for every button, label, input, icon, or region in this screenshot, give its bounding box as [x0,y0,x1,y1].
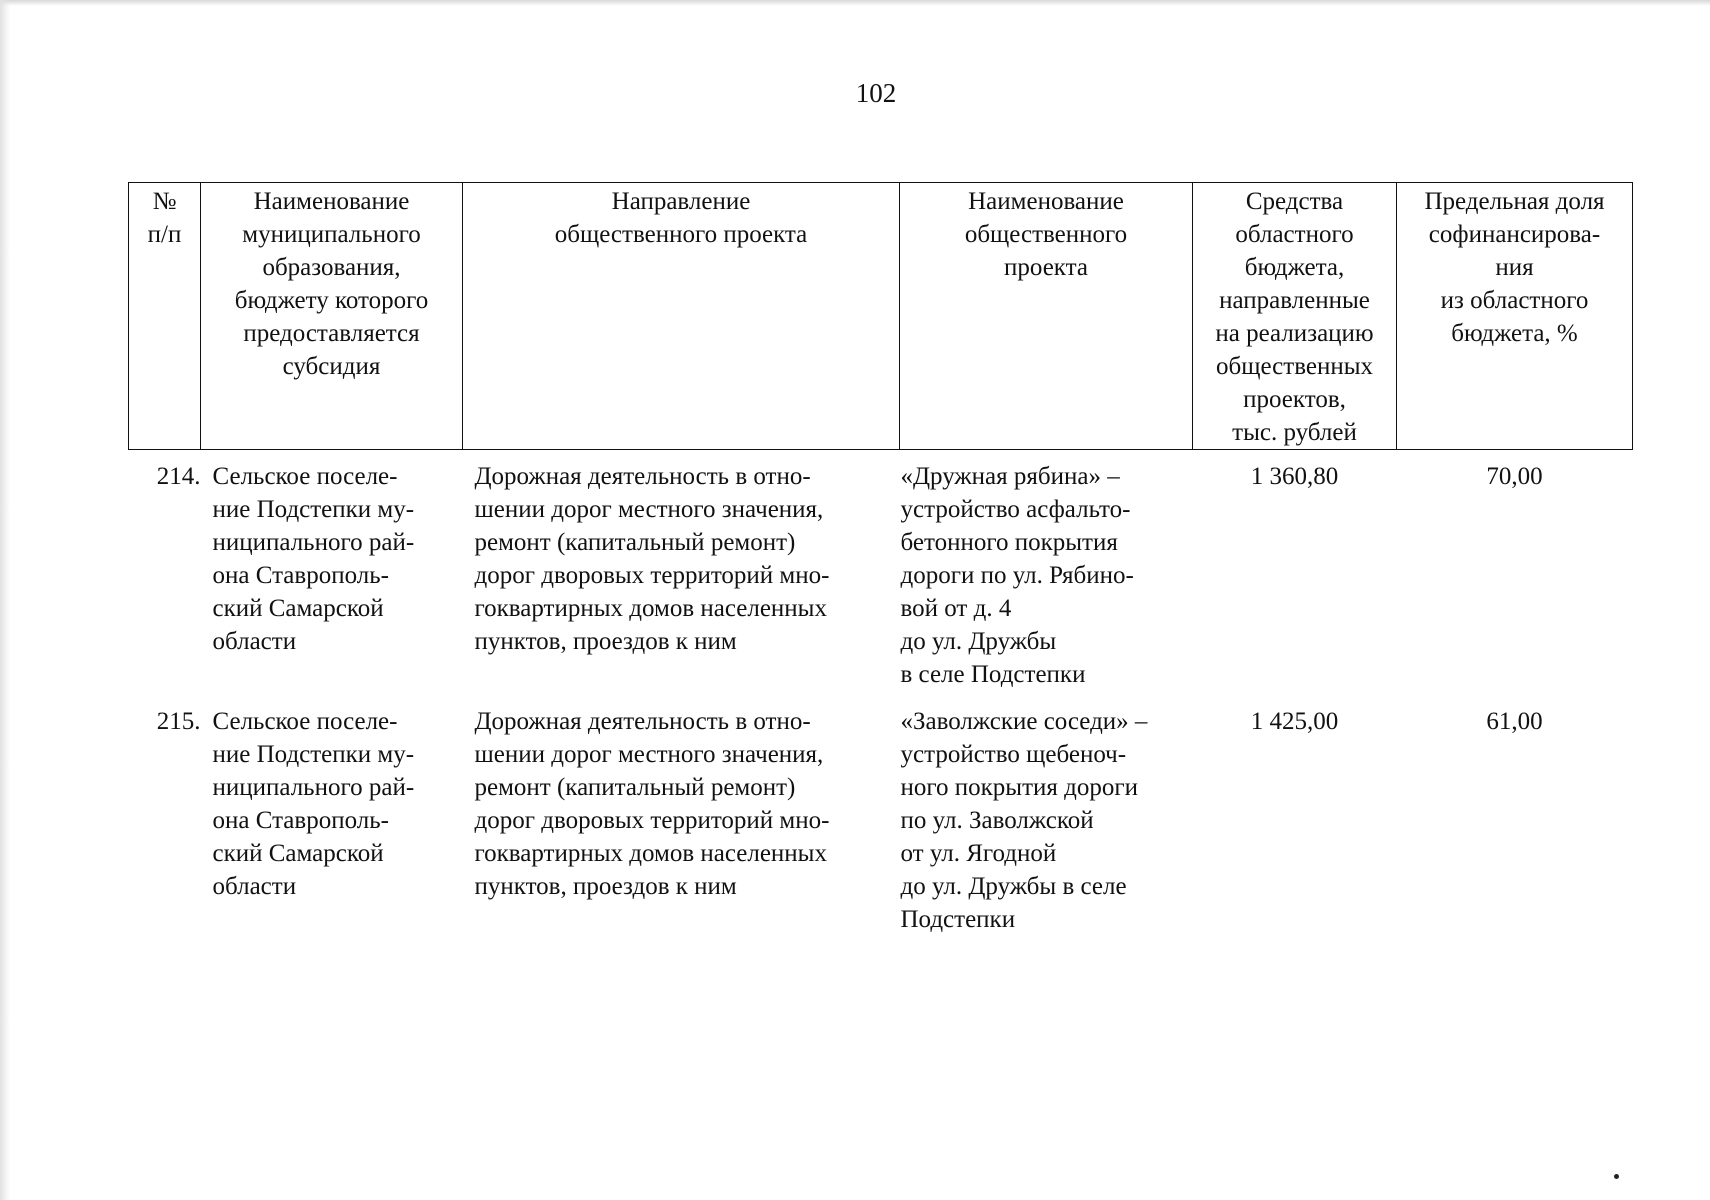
row-municipality: Сельское поселе- ние Подстепки му- ниципального рай- она Ставрополь- ский Самарской области [212,708,415,900]
table-header [129,183,1633,450]
row-funds: 1 360,80 [1250,463,1339,490]
row-project-name: «Заволжские соседи» – устройство щебеноч- ного покрытия дороги по ул. Заволжской от ул. Ягодной до ул. Дружбы в селе Подстепки [900,708,1148,933]
row-funds: 1 425,00 [1250,708,1339,735]
scan-edge-left [0,0,10,1200]
header-funds: Средства областного бюджета, направленные на реализацию общественных проектов, тыс. рублей [1193,183,1397,450]
row-direction: Дорожная деятельность в отно- шении дорог местного значения, ремонт (капитальный ремонт) дорог дворовых территорий мно- гоквартирных домов населенных пунктов, проездов к ним [474,708,830,900]
header-row [129,183,1633,450]
header-project-name: Наименование общественного проекта [900,183,1193,450]
scan-edge-top [0,0,1710,6]
scan-speck [1614,1174,1619,1179]
header-share: Предельная доля софинансирова- ния из областного бюджета, % [1397,183,1633,450]
table-body [129,450,1633,941]
row-num: 214. [156,463,201,490]
table-row [129,450,1633,696]
row-num: 215. [156,708,201,735]
header-direction: Направление общественного проекта [463,183,900,450]
header-num: № п/п [129,183,201,450]
subsidy-table [128,182,1633,940]
table-row [129,695,1633,940]
header-municipality: Наименование муниципального образования, бюджету которого предоставляется субсидия [201,183,463,450]
row-municipality: Сельское поселе- ние Подстепки му- ниципального рай- она Ставрополь- ский Самарской области [212,463,415,655]
row-project-name: «Дружная рябина» – устройство асфальто- бетонного покрытия дороги по ул. Рябино- вой от д. 4 до ул. Дружбы в селе Подстепки [900,463,1134,688]
page-number: 102 [855,78,897,108]
row-share: 61,00 [1486,708,1543,735]
row-direction: Дорожная деятельность в отно- шении дорог местного значения, ремонт (капитальный ремонт) дорог дворовых территорий мно- гоквартирных домов населенных пунктов, проездов к ним [474,463,830,655]
row-share: 70,00 [1486,463,1543,490]
